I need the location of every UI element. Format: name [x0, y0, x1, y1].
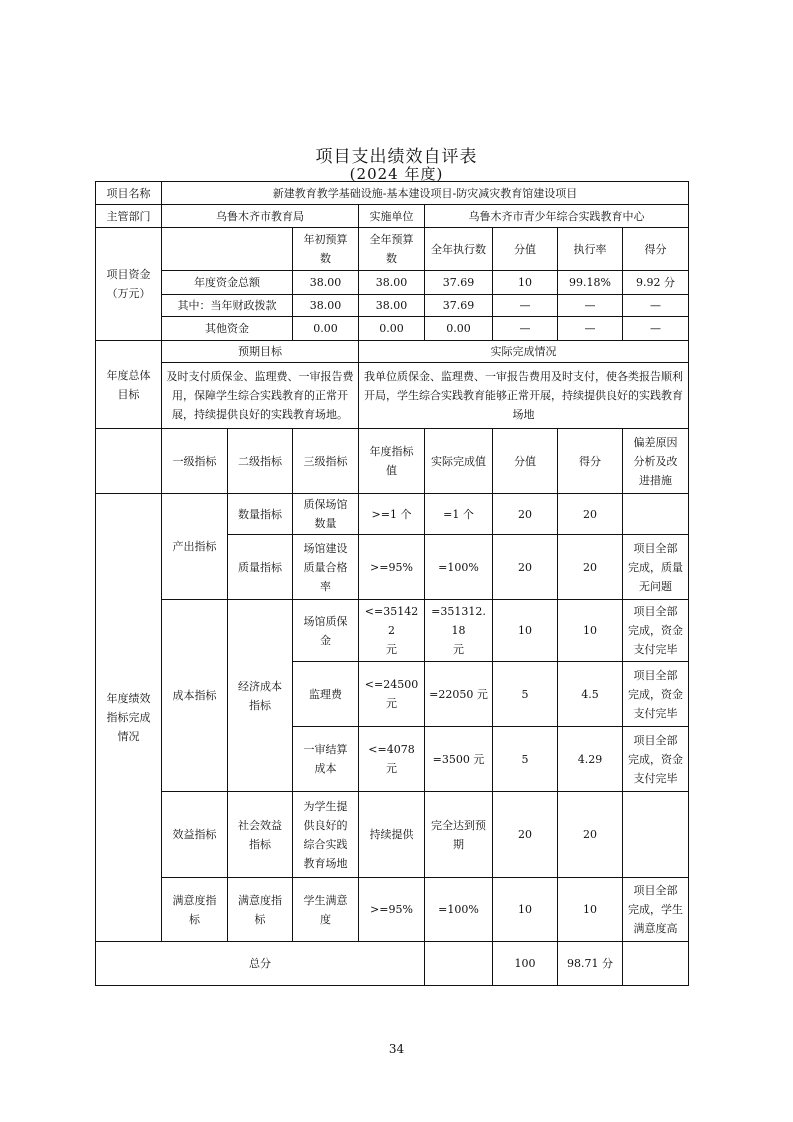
ind-header-score: 得分: [558, 429, 623, 494]
fund-header-initial: 年初预算 数: [293, 228, 359, 271]
ind-note: [623, 494, 689, 535]
ind-header-l2: 二级指标: [228, 429, 293, 494]
fund-cell: —: [623, 317, 689, 341]
fund-cell: —: [558, 295, 623, 317]
ind-actual: =22050 元: [425, 662, 493, 727]
fund-header-score: 得分: [623, 228, 689, 271]
ind-l3: 场馆质保 金: [293, 600, 359, 662]
ind-target: 持续提供: [359, 792, 425, 878]
ind-l3: 监理费: [293, 662, 359, 727]
ind-score-value: 5: [493, 727, 558, 792]
group-cost: 成本指标: [162, 600, 228, 792]
fund-cell: 37.69: [425, 295, 493, 317]
ind-score: 4.29: [558, 727, 623, 792]
group-benefit: 效益指标: [162, 792, 228, 878]
ind-score-value: 5: [493, 662, 558, 727]
ind-l2: 社会效益 指标: [228, 792, 293, 878]
ind-actual: =3500 元: [425, 727, 493, 792]
self-evaluation-table: [95, 181, 689, 986]
fund-cell: —: [623, 295, 689, 317]
group-econ-cost: 经济成本 指标: [228, 600, 293, 792]
fund-row-total-label: 年度资金总额: [162, 271, 293, 295]
ind-score-value: 10: [493, 878, 558, 942]
label-project-name: 项目名称: [96, 182, 162, 205]
ind-header-target: 年度指标 值: [359, 429, 425, 494]
label-dept: 主管部门: [96, 205, 162, 228]
fund-cell: 37.69: [425, 271, 493, 295]
ind-actual: =1 个: [425, 494, 493, 535]
ind-note: 项目全部 完成，资金 支付完毕: [623, 600, 689, 662]
group-output: 产出指标: [162, 494, 228, 600]
label-perf: 年度绩效 指标完成 情况: [96, 494, 162, 942]
ind-score: 20: [558, 535, 623, 600]
ind-score: 10: [558, 878, 623, 942]
ind-l3: 场馆建设 质量合格 率: [293, 535, 359, 600]
ind-header-score-value: 分值: [493, 429, 558, 494]
fund-cell: 38.00: [359, 295, 425, 317]
project-name-value: 新建教育教学基础设施-基本建设项目-防灾减灾教育馆建设项目: [162, 182, 689, 205]
fund-cell: 0.00: [359, 317, 425, 341]
fund-cell: 99.18%: [558, 271, 623, 295]
goal-expected-text: 及时支付质保金、监理费、一审报告费用，保障学生综合实践教育的正常开展，持续提供良好的实践教育场地。: [162, 363, 359, 429]
ind-l3: 学生满意 度: [293, 878, 359, 942]
ind-header-l1: 一级指标: [162, 429, 228, 494]
total-score: 98.71 分: [558, 942, 623, 986]
ind-score: 20: [558, 792, 623, 878]
ind-actual: =351312.18 元: [425, 600, 493, 662]
ind-score: 10: [558, 600, 623, 662]
ind-l3: 一审结算 成本: [293, 727, 359, 792]
ind-score: 20: [558, 494, 623, 535]
ind-l3: 为学生提 供良好的 综合实践 教育场地: [293, 792, 359, 878]
fund-header-exec-rate: 执行率: [558, 228, 623, 271]
fund-cell: 0.00: [425, 317, 493, 341]
dept-value: 乌鲁木齐市教育局: [162, 205, 359, 228]
impl-unit-value: 乌鲁木齐市青少年综合实践教育中心: [425, 205, 689, 228]
total-note-blank: [623, 942, 689, 986]
ind-l2: 数量指标: [228, 494, 293, 535]
fund-cell: —: [493, 317, 558, 341]
ind-target: <=351422 元: [359, 600, 425, 662]
ind-target: <=4078 元: [359, 727, 425, 792]
label-impl-unit: 实施单位: [359, 205, 425, 228]
form-year: (2024 年度): [349, 165, 444, 183]
ind-note: [623, 792, 689, 878]
fund-cell: —: [493, 295, 558, 317]
fund-row-fiscal-label: 其中：当年财政拨款: [162, 295, 293, 317]
label-goal: 年度总体 目标: [96, 341, 162, 429]
fund-header-full-budget: 全年预算 数: [359, 228, 425, 271]
fund-row-other-label: 其他资金: [162, 317, 293, 341]
ind-target: >=95%: [359, 878, 425, 942]
fund-cell: 10: [493, 271, 558, 295]
fund-cell: 38.00: [359, 271, 425, 295]
fund-cell: 38.00: [293, 295, 359, 317]
ind-score-value: 20: [493, 494, 558, 535]
fund-header-score-value: 分值: [493, 228, 558, 271]
fund-cell: —: [558, 317, 623, 341]
goal-expected-header: 预期目标: [162, 341, 359, 363]
fund-header-executed: 全年执行数: [425, 228, 493, 271]
total-score-value: 100: [493, 942, 558, 986]
ind-target: <=24500 元: [359, 662, 425, 727]
ind-actual: =100%: [425, 878, 493, 942]
ind-actual: =100%: [425, 535, 493, 600]
fund-header-blank: [162, 228, 293, 271]
ind-note: 项目全部 完成，资金 支付完毕: [623, 727, 689, 792]
ind-l2: 质量指标: [228, 535, 293, 600]
ind-score-value: 10: [493, 600, 558, 662]
form-title: 项目支出绩效自评表: [315, 147, 478, 167]
ind-score: 4.5: [558, 662, 623, 727]
ind-score-value: 20: [493, 535, 558, 600]
indicator-header-blank: [96, 429, 162, 494]
ind-header-note: 偏差原因 分析及改 进措施: [623, 429, 689, 494]
ind-score-value: 20: [493, 792, 558, 878]
ind-target: >=95%: [359, 535, 425, 600]
ind-actual: 完全达到预 期: [425, 792, 493, 878]
fund-cell: 9.92 分: [623, 271, 689, 295]
total-label: 总分: [96, 942, 425, 986]
label-funds: 项目资金 （万元）: [96, 228, 162, 341]
page-number: 34: [388, 1042, 405, 1056]
ind-l2: 满意度指 标: [228, 878, 293, 942]
ind-note: 项目全部 完成，质量 无问题: [623, 535, 689, 600]
goal-actual-header: 实际完成情况: [359, 341, 689, 363]
ind-note: 项目全部 完成，资金 支付完毕: [623, 662, 689, 727]
ind-l3: 质保场馆 数量: [293, 494, 359, 535]
ind-note: 项目全部 完成，学生 满意度高: [623, 878, 689, 942]
fund-cell: 0.00: [293, 317, 359, 341]
ind-header-l3: 三级指标: [293, 429, 359, 494]
fund-cell: 38.00: [293, 271, 359, 295]
total-blank: [425, 942, 493, 986]
ind-target: >=1 个: [359, 494, 425, 535]
group-satisfaction: 满意度指 标: [162, 878, 228, 942]
ind-header-actual: 实际完成值: [425, 429, 493, 494]
goal-actual-text: 我单位质保金、监理费、一审报告费用及时支付，使各类报告顺利开局，学生综合实践教育能够正常开展，持续提供良好的实践教育场地: [359, 363, 689, 429]
